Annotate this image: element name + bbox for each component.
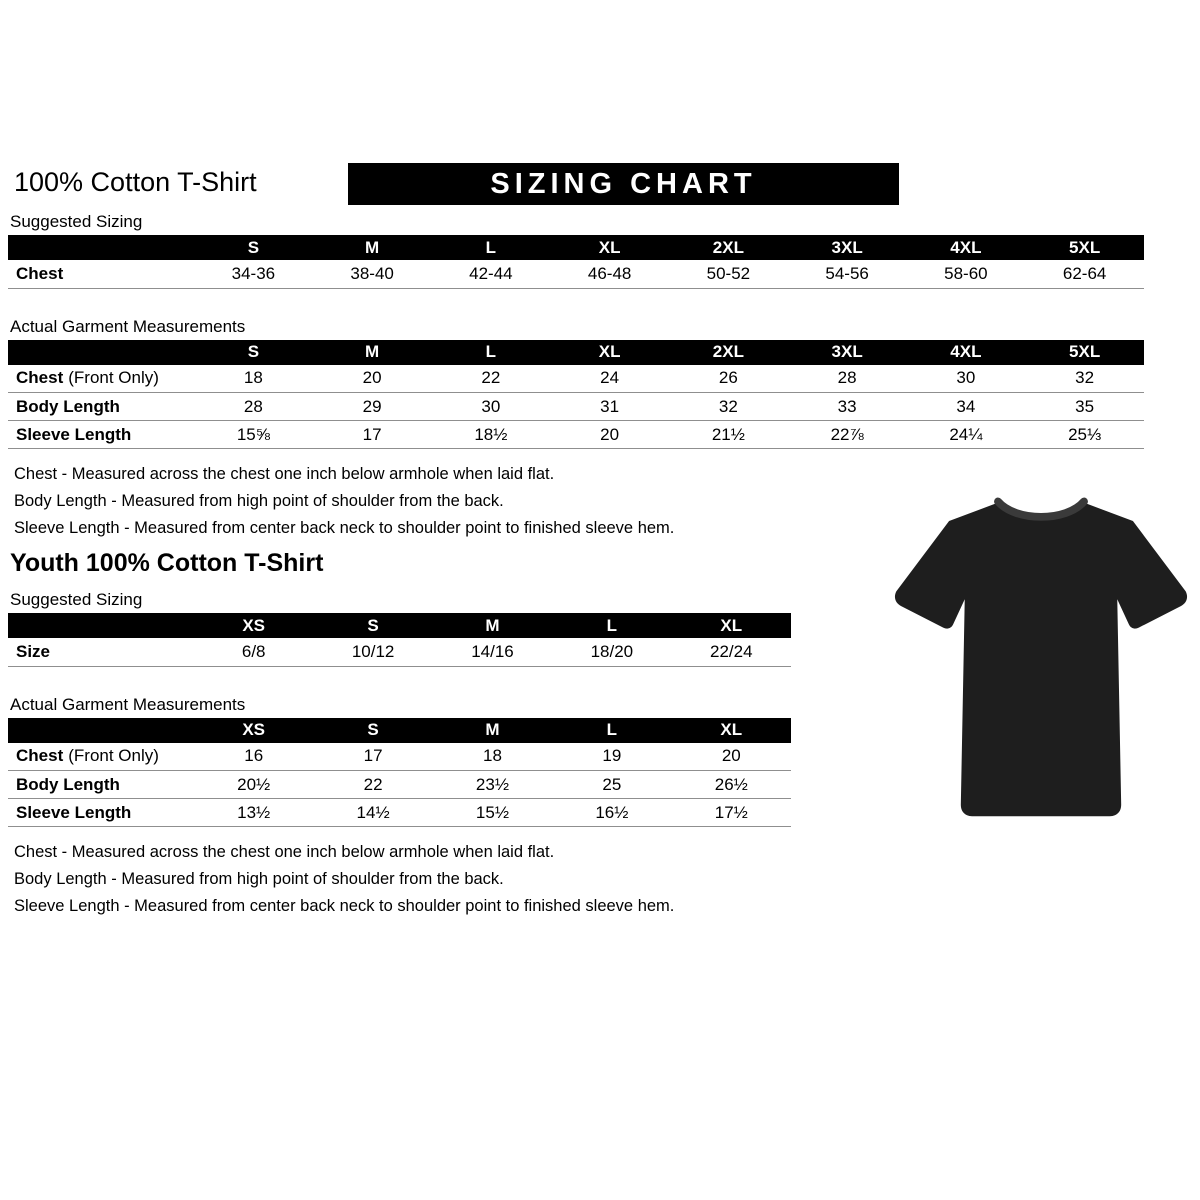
size-header-cell: XL	[550, 340, 669, 365]
size-header-cell: S	[194, 235, 313, 260]
size-value-cell: 19	[552, 743, 671, 771]
size-value-cell: 23½	[433, 771, 552, 799]
size-header-cell: XS	[194, 613, 313, 638]
size-header-cell	[8, 235, 194, 260]
size-header-cell: L	[552, 718, 671, 743]
size-value-cell: 20	[313, 365, 432, 393]
youth-measurement-notes	[14, 839, 1144, 920]
size-header-cell: L	[552, 613, 671, 638]
table-row	[8, 771, 791, 799]
size-value-cell: 20	[672, 743, 791, 771]
sizing-chart-banner: SIZING CHART	[348, 163, 899, 205]
size-value-cell: 26½	[672, 771, 791, 799]
size-value-cell: 17	[313, 743, 432, 771]
row-label: Body Length	[8, 771, 194, 799]
size-value-cell: 26	[669, 365, 788, 393]
size-value-cell: 14/16	[433, 638, 552, 666]
size-value-cell: 28	[788, 365, 907, 393]
size-value-cell: 22⅞	[788, 421, 907, 449]
table-row	[8, 743, 791, 771]
size-header-cell	[8, 718, 194, 743]
size-value-cell: 14½	[313, 799, 432, 827]
row-label: Chest (Front Only)	[8, 365, 194, 393]
size-header-cell: 3XL	[788, 235, 907, 260]
size-value-cell: 20	[550, 421, 669, 449]
size-value-cell: 35	[1025, 393, 1144, 421]
size-header-cell: XL	[672, 718, 791, 743]
size-value-cell: 22	[313, 771, 432, 799]
size-value-cell: 24	[550, 365, 669, 393]
size-value-cell: 18	[194, 365, 313, 393]
row-label: Chest (Front Only)	[8, 743, 194, 771]
table-header-row	[8, 613, 791, 638]
size-header-cell: 5XL	[1025, 235, 1144, 260]
table-header-row	[8, 340, 1144, 365]
measurement-note: Sleeve Length - Measured from center back neck to shoulder point to finished sleeve hem.	[14, 897, 675, 915]
size-value-cell: 62-64	[1025, 260, 1144, 288]
size-value-cell: 18/20	[552, 638, 671, 666]
size-value-cell: 15⅝	[194, 421, 313, 449]
size-header-cell: L	[432, 235, 551, 260]
size-header-cell: 4XL	[907, 235, 1026, 260]
size-value-cell: 10/12	[313, 638, 432, 666]
size-value-cell: 30	[907, 365, 1026, 393]
size-header-cell: XS	[194, 718, 313, 743]
adult-actual-measurements-table	[8, 340, 1144, 450]
size-value-cell: 24¼	[907, 421, 1026, 449]
row-label: Sleeve Length	[8, 421, 194, 449]
tshirt-collar	[998, 501, 1084, 516]
size-value-cell: 13½	[194, 799, 313, 827]
size-value-cell: 16½	[552, 799, 671, 827]
size-value-cell: 38-40	[313, 260, 432, 288]
size-value-cell: 21½	[669, 421, 788, 449]
table-header-row	[8, 235, 1144, 260]
adult-suggested-sizing-table	[8, 235, 1144, 289]
size-header-cell: XL	[550, 235, 669, 260]
suggested-sizing-label: Suggested Sizing	[10, 212, 143, 231]
measurement-note: Sleeve Length - Measured from center back neck to shoulder point to finished sleeve hem.	[14, 519, 675, 537]
size-value-cell: 34	[907, 393, 1026, 421]
actual-measurements-label: Actual Garment Measurements	[10, 694, 246, 714]
table-row	[8, 421, 1144, 449]
black-tshirt-image	[893, 478, 1189, 830]
size-header-cell: M	[313, 235, 432, 260]
size-header-cell	[8, 613, 194, 638]
size-header-cell: S	[194, 340, 313, 365]
page-title: 100% Cotton T-Shirt	[14, 167, 257, 197]
size-value-cell: 32	[1025, 365, 1144, 393]
measurement-note: Chest - Measured across the chest one inch below armhole when laid flat.	[14, 843, 555, 861]
size-header-cell: L	[432, 340, 551, 365]
size-value-cell: 29	[313, 393, 432, 421]
size-value-cell: 30	[432, 393, 551, 421]
size-value-cell: 25	[552, 771, 671, 799]
size-value-cell: 18½	[432, 421, 551, 449]
table-row	[8, 393, 1144, 421]
size-value-cell: 58-60	[907, 260, 1026, 288]
suggested-sizing-label: Suggested Sizing	[10, 590, 143, 609]
table-row	[8, 260, 1144, 288]
measurement-note: Body Length - Measured from high point of shoulder from the back.	[14, 492, 504, 510]
table-row	[8, 638, 791, 666]
size-value-cell: 22/24	[672, 638, 791, 666]
size-value-cell: 33	[788, 393, 907, 421]
youth-actual-measurements-table	[8, 718, 791, 828]
size-value-cell: 42-44	[432, 260, 551, 288]
tshirt-body	[895, 503, 1187, 816]
size-value-cell: 17	[313, 421, 432, 449]
size-header-cell: 2XL	[669, 340, 788, 365]
size-value-cell: 6/8	[194, 638, 313, 666]
size-value-cell: 22	[432, 365, 551, 393]
size-value-cell: 15½	[433, 799, 552, 827]
measurement-note: Chest - Measured across the chest one inch below armhole when laid flat.	[14, 465, 555, 483]
size-value-cell: 34-36	[194, 260, 313, 288]
size-value-cell: 32	[669, 393, 788, 421]
size-value-cell: 46-48	[550, 260, 669, 288]
size-value-cell: 28	[194, 393, 313, 421]
row-label: Chest	[8, 260, 194, 288]
size-header-cell: 2XL	[669, 235, 788, 260]
size-value-cell: 54-56	[788, 260, 907, 288]
measurement-note: Body Length - Measured from high point of shoulder from the back.	[14, 870, 504, 888]
size-value-cell: 17½	[672, 799, 791, 827]
size-header-cell: S	[313, 613, 432, 638]
table-row	[8, 799, 791, 827]
size-header-cell: S	[313, 718, 432, 743]
size-header-cell: M	[433, 613, 552, 638]
size-header-cell: XL	[672, 613, 791, 638]
table-header-row	[8, 718, 791, 743]
row-label: Sleeve Length	[8, 799, 194, 827]
size-header-cell	[8, 340, 194, 365]
table-row	[8, 365, 1144, 393]
size-value-cell: 50-52	[669, 260, 788, 288]
size-value-cell: 25⅓	[1025, 421, 1144, 449]
size-value-cell: 31	[550, 393, 669, 421]
row-label: Size	[8, 638, 194, 666]
size-value-cell: 20½	[194, 771, 313, 799]
size-header-cell: M	[433, 718, 552, 743]
size-header-cell: 4XL	[907, 340, 1026, 365]
size-value-cell: 16	[194, 743, 313, 771]
actual-measurements-label: Actual Garment Measurements	[10, 316, 246, 336]
size-value-cell: 18	[433, 743, 552, 771]
size-header-cell: 5XL	[1025, 340, 1144, 365]
size-header-cell: M	[313, 340, 432, 365]
youth-suggested-sizing-table	[8, 613, 791, 667]
youth-section-title: Youth 100% Cotton T-Shirt	[10, 549, 324, 577]
row-label: Body Length	[8, 393, 194, 421]
size-header-cell: 3XL	[788, 340, 907, 365]
